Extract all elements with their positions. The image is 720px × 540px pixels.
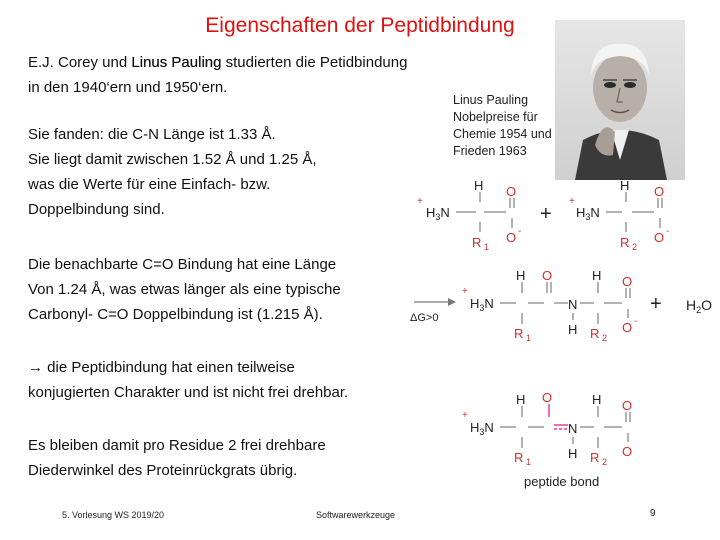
caption-line: Nobelpreise für (453, 110, 538, 124)
oxygen-atom: O (622, 274, 633, 289)
remaining-line: Diederwinkel des Proteinrückgrats übrig. (28, 462, 298, 479)
neighbor-line: Von 1.24 Å, was etwas länger als eine typische (28, 281, 341, 298)
neighbor-line: Die benachbarte C=O Bindung hat eine Länge (28, 256, 337, 273)
carboxylate-oxygen: O (622, 444, 633, 459)
conclusion-line: konjugierten Charakter und ist nicht frei drehbar. (28, 384, 349, 401)
caption-line: Frieden 1963 (453, 144, 527, 158)
facts-line: Sie fanden: die C-N Länge ist 1.33 Å. (28, 126, 276, 143)
r1-label: R (472, 235, 482, 250)
amide-nitrogen: N (568, 421, 578, 436)
remaining-text (28, 433, 326, 483)
amino-group: $H_3N$ (576, 205, 600, 222)
resonance-structure (462, 390, 632, 467)
plus-sign: + (650, 293, 662, 315)
oxygen-atom: O (622, 398, 633, 413)
page-number: 9 (650, 508, 656, 519)
h-atom: H (516, 268, 526, 283)
r2-sub: 2 (632, 242, 638, 252)
plus-charge: + (417, 196, 423, 207)
intro-line-2: in den 1940‘ern und 1950‘ern. (28, 79, 228, 96)
amide-nitrogen: N (568, 297, 578, 312)
r2-label: R (590, 326, 600, 341)
dipeptide (462, 268, 637, 343)
r1-sub: 1 (484, 242, 490, 252)
r2-sub: 2 (602, 457, 608, 467)
r2-label: R (590, 450, 600, 465)
r2-label: R (620, 235, 630, 250)
r1-sub: 1 (526, 457, 532, 467)
facts-text (28, 122, 317, 222)
intro-text (28, 50, 407, 100)
carboxylate-oxygen: O (654, 230, 665, 245)
h-atom: H (474, 178, 484, 193)
peptide-bond-diagram (404, 168, 720, 496)
h-atom: H (516, 392, 526, 407)
r1-label: R (514, 326, 524, 341)
h-atom: H (592, 392, 602, 407)
remaining-line: Es bleiben damit pro Residue 2 frei drehbare (28, 437, 326, 454)
amino-group: $H_3N$ (470, 420, 494, 437)
conclusion-text (28, 355, 348, 405)
carboxylate-oxygen: O (622, 320, 633, 335)
oxygen-atom: O (542, 390, 553, 405)
h-atom: H (620, 178, 630, 193)
r2-sub: 2 (602, 333, 608, 343)
plus-charge: + (569, 196, 575, 207)
minus-charge: - (518, 226, 522, 237)
amino-acid-1 (417, 178, 521, 252)
plus-sign: + (540, 203, 552, 225)
footer-title: Softwarewerkzeuge (316, 510, 396, 520)
pauling-name: Linus Pauling (131, 54, 222, 71)
h-atom: H (592, 268, 602, 283)
slide-title: Eigenschaften der Peptidbindung (205, 14, 515, 37)
caption-line: Chemie 1954 und (453, 127, 552, 141)
plus-charge: + (462, 286, 468, 297)
pauling-portrait (555, 20, 685, 180)
delta-g-label: ΔG>0 (410, 312, 439, 324)
facts-line: Doppelbindung sind. (28, 201, 165, 218)
neighbor-bond-text (28, 252, 341, 327)
amino-group: $H_3N$ (426, 205, 450, 222)
caption-line: Linus Pauling (453, 93, 529, 107)
facts-line: Sie liegt damit zwischen 1.52 Å und 1.25 Å, (28, 151, 317, 168)
intro-line-1-end: studierten die Petidbindung (221, 54, 408, 71)
amino-group: $H_3N$ (470, 296, 494, 313)
r1-sub: 1 (526, 333, 532, 343)
minus-charge: - (634, 316, 638, 327)
minus-charge: - (666, 226, 670, 237)
water-molecule: $H_2O$ (686, 297, 713, 315)
oxygen-atom: O (506, 184, 517, 199)
amide-hydrogen: H (568, 446, 578, 461)
facts-line: was die Werte für eine Einfach- bzw. (28, 176, 271, 193)
intro-line-1 (28, 50, 407, 75)
oxygen-atom: O (542, 268, 553, 283)
neighbor-line: Carbonyl- C=O Doppelbindung ist (1.215 Å). (28, 306, 323, 323)
footer-course: 5. Vorlesung WS 2019/20 (62, 510, 165, 520)
plus-charge: + (462, 410, 468, 421)
oxygen-atom: O (654, 184, 665, 199)
amide-hydrogen: H (568, 322, 578, 337)
amino-acid-2 (569, 178, 669, 252)
carboxylate-oxygen: O (506, 230, 517, 245)
conclusion-line: → die Peptidbindung hat einen teilweise (28, 359, 295, 376)
intro-line-1-start: E.J. Corey und (28, 54, 132, 71)
peptide-bond-label: peptide bond (524, 474, 600, 489)
r1-label: R (514, 450, 524, 465)
photo-caption (453, 92, 552, 160)
